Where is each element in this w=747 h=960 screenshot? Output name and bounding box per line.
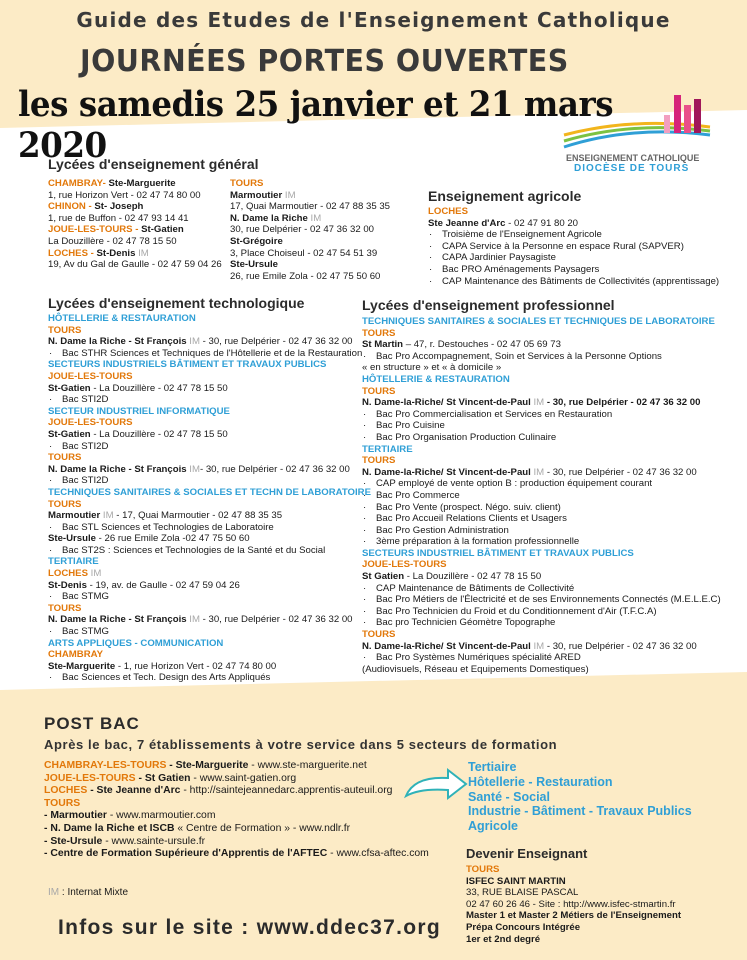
city-name: JOUE-LES-TOURS [48, 224, 133, 236]
school-contact: - 30, rue Delpérier - 02 47 36 32 00 [544, 466, 697, 478]
internat-mark: IM [310, 212, 322, 224]
school-name: - Centre de Formation Supérieure d'Apprentis de l'AFTEC [44, 848, 328, 860]
school-entry [48, 661, 371, 673]
sector-item: Hôtellerie - Restauration [468, 774, 613, 789]
sector-item: Santé - Social [468, 789, 550, 804]
school-entry [48, 383, 371, 395]
formation-item: · Troisième de l'Enseignement Agricole [428, 229, 719, 241]
city-name: LOCHES [48, 247, 88, 259]
enseignant-line: 33, RUE BLAISE PASCAL [466, 887, 579, 899]
agricole-phone: - 02 47 91 80 20 [505, 217, 579, 229]
school-name: N. Dame-la-Riche/ St Vincent-de-Paul [362, 466, 531, 478]
event-title: JOURNÉES PORTES OUVERTES [80, 44, 569, 79]
postbac-entry [44, 760, 429, 773]
general-left-list [48, 178, 222, 271]
school-entry [362, 571, 721, 583]
school-contact: - La Douzillère - 02 47 78 15 50 [404, 571, 542, 583]
enseignant-list [466, 876, 681, 946]
school-address: 19, Av du Gal de Gaulle - 02 47 59 04 26 [48, 259, 222, 271]
formation-item: · CAPA Jardinier Paysagiste [428, 252, 719, 264]
school-address: 17, Quai Marmoutier - 02 47 88 35 35 [230, 201, 390, 213]
school-name: St Martin [362, 339, 404, 351]
diocese-logo [562, 95, 712, 175]
school-entry [230, 190, 390, 202]
school-contact: - 26 rue Emile Zola -02 47 75 50 60 [95, 533, 250, 545]
school-entry [48, 614, 371, 626]
formation-item: · CAP Maintenance de Bâtiments de Collectivité [362, 583, 721, 595]
school-contact: - 17, Quai Marmoutier - 02 47 88 35 35 [113, 510, 283, 522]
school-entry [48, 201, 222, 213]
school-name: N. Dame la Riche - St François [48, 336, 187, 348]
postbac-entry [44, 848, 429, 861]
sector-heading: SECTEURS INDUSTRIEL BÂTIMENT ET TRAVAUX PUBLICS [362, 547, 634, 559]
school-name: N. Dame la Riche - St François [48, 463, 187, 475]
formation-item: · Bac Pro Technicien du Froid et du Conditionnement d'Air (T.F.C.A) [362, 606, 721, 618]
enseignant-line: Master 1 et Master 2 Métiers de l'Enseignement [466, 910, 682, 922]
school-website: - www.cfsa-aftec.com [327, 848, 429, 860]
enseignant-title: Devenir Enseignant [466, 846, 588, 861]
school-name: Ste-Ursule [230, 259, 278, 271]
internat-mark: IM [533, 640, 545, 652]
arrow-icon [404, 766, 470, 806]
postbac-entry [44, 836, 429, 849]
agricole-city: LOCHES [428, 206, 468, 217]
enseignant-line: ISFEC SAINT MARTIN [466, 875, 566, 887]
sector-item: Tertiaire [468, 760, 517, 774]
school-website: - www.sainte-ursule.fr [102, 835, 206, 847]
city-name: CHINON [48, 201, 86, 213]
city-name: CHAMBRAY [48, 178, 103, 189]
school-entry [48, 510, 371, 522]
agricole-title: Enseignement agricole [428, 188, 582, 204]
city-name: LOCHES [48, 568, 88, 580]
school-entry [230, 259, 390, 271]
school-entry [48, 429, 371, 441]
city-name: CHAMBRAY-LES-TOURS [44, 760, 167, 771]
school-name: Ste-Marguerite [48, 660, 116, 672]
city-name: CHAMBRAY [48, 649, 104, 661]
school-contact: - 30, rue Delpérier - 02 47 36 32 00 [544, 640, 697, 652]
school-contact: - 19, av. de Gaulle - 02 47 59 04 26 [86, 579, 240, 591]
enseignant-block [466, 864, 681, 945]
formation-item: · Bac STI2D [48, 441, 371, 453]
internat-mark: IM [102, 510, 114, 522]
school-name: N. Dame la Riche [230, 212, 308, 224]
school-contact: – 47, r. Destouches - 02 47 05 69 73 [403, 339, 561, 351]
internat-mark: IM [533, 466, 545, 478]
formation-item: · Bac PRO Aménagements Paysagers [428, 264, 719, 276]
school-name: St-Denis [48, 579, 87, 591]
school-name: N. Dame-la-Riche/ St Vincent-de-Paul [362, 397, 531, 409]
school-entry [230, 236, 390, 248]
sector-heading: TECHNIQUES SANITAIRES & SOCIALES ET TECHNIQUES DE LABORATOIRE [362, 316, 715, 327]
formation-item: · Bac ST2S : Sciences et Technologies de la Santé et du Social [48, 545, 371, 557]
internat-mark: IM [189, 614, 200, 626]
internat-mark: IM [138, 247, 149, 259]
legend [48, 887, 128, 899]
event-dates: les samedis 25 janvier et 21 mars 2020 [18, 84, 614, 166]
school-entry [48, 224, 222, 236]
school-name: - Ste-Marguerite [166, 760, 249, 771]
internat-mark: IM [284, 189, 296, 201]
school-name: Ste-Marguerite [108, 178, 176, 189]
formation-item: · Bac pro Technicien Géomètre Topographe [362, 617, 721, 629]
formation-item: · Bac Pro Systèmes Numériques spécialité ARED [362, 652, 721, 664]
formation-continuation: « en structure » et « à domicile » [362, 362, 502, 374]
school-name: St-Gatien [141, 224, 184, 236]
postbac-list [44, 760, 429, 861]
postbac-entry [44, 785, 429, 798]
legend-text: : Internat Mixte [59, 887, 129, 898]
school-contact: - 30, rue Delpérier - 02 47 36 32 00 [544, 397, 701, 409]
school-name: St-Gatien [48, 382, 91, 394]
school-entry [230, 213, 390, 225]
school-name: - Ste-Ursule [44, 835, 103, 847]
city-name: TOURS [230, 178, 264, 189]
school-contact: - 30, rue Delpérier - 02 47 36 32 00 [199, 614, 353, 626]
school-entry [48, 533, 371, 545]
school-contact: - 30, rue Delpérier - 02 47 36 32 00 [199, 336, 353, 348]
school-name: N. Dame-la-Riche/ St Vincent-de-Paul [362, 640, 531, 652]
school-entry [362, 641, 721, 653]
school-website: - http://saintejeannedarc.apprentis-auteuil.org [180, 785, 393, 797]
formation-item: · Bac Pro Accueil Relations Clients et Usagers [362, 513, 721, 525]
school-address: 1, rue Horizon Vert - 02 47 74 80 00 [48, 189, 201, 201]
school-contact: - La Douzillère - 02 47 78 15 50 [90, 428, 228, 440]
formation-item: · Bac STL Sciences et Technologies de Laboratoire [48, 522, 371, 534]
sector-heading: TECHNIQUES SANITAIRES & SOCIALES ET TECHN DE LABORATOIRE [48, 486, 372, 498]
school-entry [362, 397, 721, 409]
school-name: St-Denis [96, 247, 136, 259]
school-name: - N. Dame la Riche et ISCB [44, 822, 175, 834]
separator: - [87, 247, 97, 259]
sector-heading: HÔTELLERIE & RESTAURATION [362, 373, 510, 385]
formation-item: · Bac STHR Sciences et Techniques de l'Hôtellerie et de la Restauration [48, 348, 371, 360]
separator: - [85, 201, 95, 213]
city-name: TOURS [48, 602, 82, 614]
formation-item: · Bac STMG [48, 591, 371, 603]
postbac-title: POST BAC [44, 714, 140, 733]
school-contact: - La Douzillère - 02 47 78 15 50 [90, 382, 228, 394]
school-website: - www.marmoutier.com [106, 810, 216, 822]
formation-item: · Bac Pro Accompagnement, Soin et Services à la Personne Options [362, 351, 721, 363]
pro-title: Lycées d'enseignement professionnel [362, 297, 615, 313]
pro-list [362, 316, 721, 675]
sector-item: Industrie - Bâtiment - Travaux Publics [468, 804, 692, 819]
city-name: TOURS [362, 385, 396, 397]
city-name: LOCHES [44, 785, 88, 797]
sector-heading: ARTS APPLIQUES - COMMUNICATION [48, 637, 224, 649]
city-entry [48, 568, 371, 580]
city-name: TOURS [362, 629, 396, 641]
school-name: Ste-Ursule [48, 533, 96, 545]
school-entry [48, 580, 371, 592]
formation-item: · 3ème préparation à la formation professionnelle [362, 536, 721, 548]
school-website: - www.saint-gatien.org [190, 772, 297, 784]
separator: - [132, 224, 142, 236]
formation-item: · CAP employé de vente option B : production équipement courant [362, 478, 721, 490]
enseignant-line: 1er et 2nd degré [466, 933, 541, 945]
enseignant-line: 02 47 60 26 46 - Site : http://www.isfec-stmartin.fr [466, 898, 676, 910]
formation-item: · Bac Pro Commercialisation et Services en Restauration [362, 409, 721, 421]
school-name: - Marmoutier [44, 810, 107, 822]
formation-item: · Bac STI2D [48, 394, 371, 406]
techno-list [48, 313, 371, 684]
city-name: TOURS [44, 797, 81, 809]
city-name: TOURS [362, 455, 396, 467]
internat-mark: IM [189, 463, 200, 475]
school-website: « Centre de Formation » - www.ndlr.fr [174, 822, 351, 834]
city-name: JOUE-LES-TOURS [48, 417, 133, 429]
formation-item: · Bac STMG [48, 626, 371, 638]
guide-title: Guide des Etudes de l'Enseignement Catholique [76, 8, 671, 32]
school-name: N. Dame la Riche - St François [48, 614, 187, 626]
agricole-list [428, 229, 719, 287]
enseignant-city: TOURS [466, 864, 500, 875]
agricole-school: Ste Jeanne d'Arc [428, 217, 506, 229]
school-address: La Douzillère - 02 47 78 15 50 [48, 235, 177, 247]
city-name: TOURS [48, 324, 82, 336]
formation-item: · Bac STI2D [48, 475, 371, 487]
school-name: Marmoutier [48, 510, 101, 522]
enseignant-line: Prépa Concours Intégrée [466, 921, 581, 933]
formation-item: · CAPA Service à la Personne en espace Rural (SAPVER) [428, 241, 719, 253]
city-name: TOURS [48, 452, 82, 464]
internat-mark: IM [533, 397, 545, 409]
sector-heading: TERTIAIRE [48, 556, 99, 568]
school-address: 26, rue Emile Zola - 02 47 75 50 60 [230, 270, 381, 282]
sector-item: Agricole [468, 819, 519, 834]
formation-item: · Bac Pro Vente (prospect. Négo. suiv. client) [362, 502, 721, 514]
postbac-entry [44, 798, 429, 811]
postbac-subtitle: Après le bac, 7 établissements à votre service dans 5 secteurs de formation [44, 737, 558, 752]
sector-heading: SECTEUR INDUSTRIEL INFORMATIQUE [48, 405, 230, 417]
school-name: - St Gatien [135, 772, 191, 784]
postbac-entry [44, 810, 429, 823]
postbac-entry [44, 823, 429, 836]
school-contact: - 30, rue Delpérier - 02 47 36 32 00 [199, 463, 350, 475]
school-name: St-Grégoire [230, 235, 283, 247]
formation-item: · Bac Sciences et Tech. Design des Arts Appliqués [48, 672, 371, 684]
sector-heading: TERTIAIRE [362, 443, 413, 455]
school-name: St- Joseph [94, 201, 144, 213]
footer-website: Infos sur le site : www.ddec37.org [58, 916, 441, 939]
school-website: - www.ste-marguerite.net [248, 760, 367, 771]
formation-item: · Bac Pro Cuisine [362, 420, 721, 432]
formation-item: · Bac Pro Commerce [362, 490, 721, 502]
techno-title: Lycées d'enseignement technologique [48, 295, 305, 311]
internat-mark: IM [189, 336, 200, 348]
formation-item: · Bac Pro Gestion Administration [362, 525, 721, 537]
legend-im: IM [48, 887, 60, 898]
school-address: 30, rue Delpérier - 02 47 36 32 00 [230, 224, 374, 236]
formation-item: · CAP Maintenance des Bâtiments de Collectivités (apprentissage) [428, 276, 719, 288]
city-name: TOURS [48, 498, 82, 510]
separator: - [102, 178, 109, 189]
city-name: JOUE-LES-TOURS [362, 559, 447, 571]
city-name: JOUE-LES-TOURS [48, 370, 133, 382]
formation-continuation: (Audiovisuels, Réseau et Equipements Domestiques) [362, 663, 589, 675]
sector-heading: SECTEURS INDUSTRIELS BÂTIMENT ET TRAVAUX PUBLICS [48, 359, 327, 371]
general-right-list [230, 178, 390, 282]
school-address: 3, Place Choiseul - 02 47 54 51 39 [230, 247, 378, 259]
agricole-school-line [428, 218, 719, 230]
general-title: Lycées d'enseignement général [48, 156, 259, 172]
school-entry [362, 339, 721, 351]
logo-graphic [562, 95, 712, 155]
school-entry [362, 467, 721, 479]
logo-text-2: DIOCÈSE DE TOURS [574, 163, 690, 174]
school-entry [48, 336, 371, 348]
agricole-block [428, 206, 719, 287]
school-entry [48, 248, 222, 260]
city-name: TOURS [362, 327, 396, 339]
formation-item: · Bac Pro Organisation Production Culinaire [362, 432, 721, 444]
postbac-entry [44, 773, 429, 786]
formation-item: · Bac Pro Métiers de l'Électricité et de ses Environnements Connectés (M.E.L.E.C) [362, 594, 721, 606]
postbac-sectors [468, 760, 692, 834]
city-name: JOUE-LES-TOURS [44, 772, 136, 784]
logo-text-1: ENSEIGNEMENT CATHOLIQUE [566, 153, 700, 163]
school-address: 1, rue de Buffon - 02 47 93 14 41 [48, 212, 189, 224]
school-name: Marmoutier [230, 189, 283, 201]
school-name: St Gatien [362, 571, 405, 583]
school-name: St-Gatien [48, 428, 91, 440]
sector-heading: HÔTELLERIE & RESTAURATION [48, 313, 196, 324]
internat-mark: IM [90, 568, 102, 580]
school-contact: - 1, rue Horizon Vert - 02 47 74 80 00 [115, 660, 277, 672]
school-entry [48, 178, 222, 190]
school-entry [48, 464, 371, 476]
school-name: - Ste Jeanne d'Arc [87, 785, 181, 797]
